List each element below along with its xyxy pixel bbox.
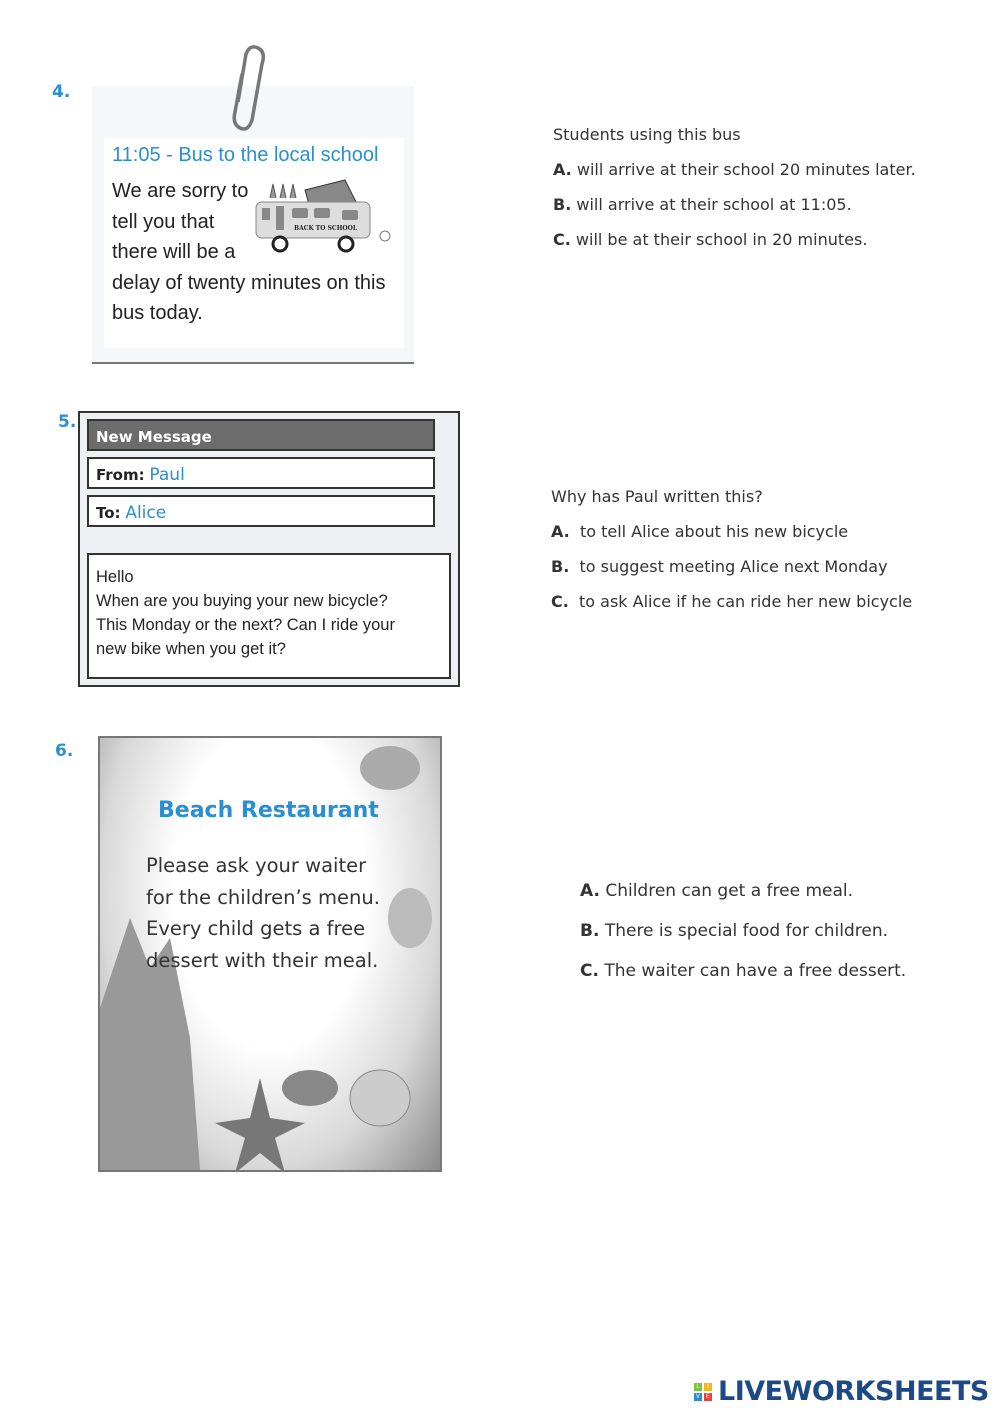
question-stem: Why has Paul written this? (551, 487, 763, 506)
option-c[interactable]: C. to ask Alice if he can ride her new bicycle (551, 592, 913, 611)
paperclip-icon (228, 42, 268, 134)
email-message (78, 411, 460, 687)
question-4-options (553, 125, 916, 265)
option-a[interactable]: A. Children can get a free meal. (580, 881, 854, 901)
message-header: New Message (87, 419, 435, 451)
question-6-options (580, 881, 906, 997)
option-b[interactable]: B. to suggest meeting Alice next Monday (551, 557, 888, 576)
school-bus-icon (250, 178, 400, 258)
option-c[interactable]: C. will be at their school in 20 minutes. (553, 230, 868, 249)
sign-title: Beach Restaurant (158, 798, 379, 823)
option-a[interactable]: A. will arrive at their school 20 minutes later. (553, 160, 916, 179)
message-body: Hello When are you buying your new bicycle? This Monday or the next? Can I ride your new bike when you get it? (87, 553, 451, 679)
option-c[interactable]: C. The waiter can have a free dessert. (580, 961, 907, 981)
question-number-4: 4. (52, 82, 71, 102)
question-number-5: 5. (58, 412, 77, 432)
notice-title: 11:05 - Bus to the local school (112, 144, 379, 166)
to-field: To: Alice (87, 495, 435, 527)
sign-text: Please ask your waiter for the children’s menu. Every child gets a free dessert with their meal. (146, 854, 380, 972)
logo-squares-icon: L I V E (695, 1383, 710, 1400)
from-field: From: Paul (87, 457, 435, 489)
notice-text: We are sorry to tell you that there will be a delay of twenty minutes on this bus today. (112, 180, 386, 324)
option-a[interactable]: A. to tell Alice about his new bicycle (551, 522, 849, 541)
option-b[interactable]: B. will arrive at their school at 11:05. (553, 195, 852, 214)
option-b[interactable]: B. There is special food for children. (580, 921, 889, 941)
question-number-6: 6. (55, 741, 74, 761)
beach-restaurant-sign (98, 736, 442, 1172)
logo-text: LIVEWORKSHEETS (718, 1376, 989, 1407)
question-stem: Students using this bus (553, 125, 741, 144)
question-5-options (551, 487, 912, 627)
svg-text:BACK TO SCHOOL: BACK TO SCHOOL (294, 225, 358, 232)
liveworksheets-logo (693, 1376, 989, 1407)
